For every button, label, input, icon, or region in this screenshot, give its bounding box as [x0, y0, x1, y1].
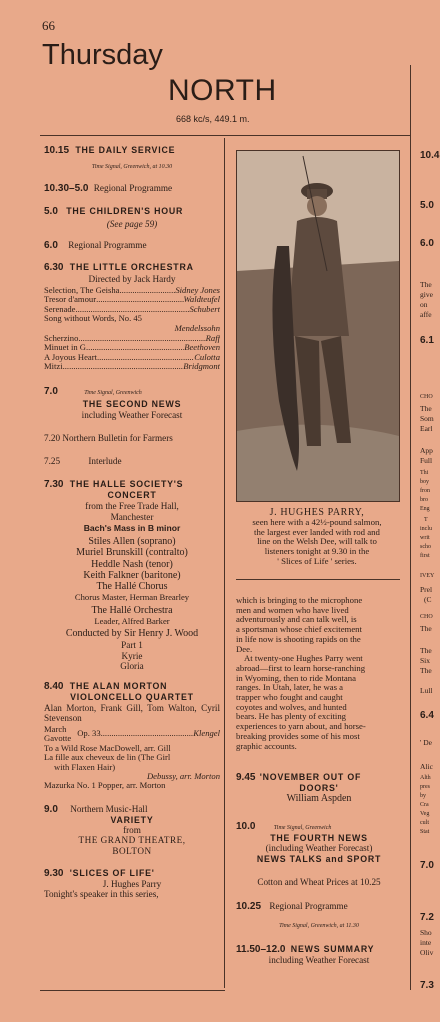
frag-text: CHO [420, 394, 433, 400]
prog-725 [44, 456, 220, 466]
frag-text: scho [420, 544, 431, 550]
frag-text: Eng [420, 506, 430, 512]
sub-1000: (including Weather Forecast) [265, 843, 373, 854]
fille-item-2: with Flaxen Hair) [54, 761, 116, 772]
frag-time: 7.3 [420, 980, 434, 991]
title-morton-1: THE ALAN MORTON [69, 681, 168, 692]
frag-text: T [424, 517, 428, 523]
halle-leader: Leader, Alfred Barker [94, 615, 170, 626]
title-daily-service: THE DAILY SERVICE [75, 145, 176, 155]
frag-text: The [420, 404, 432, 413]
page-number: 66 [42, 18, 55, 33]
time-1000: 10.0 [236, 820, 256, 832]
halle-part: Part 1 [121, 640, 143, 651]
november-speaker: William Aspden [286, 793, 352, 805]
title-interlude: Interlude [88, 455, 122, 466]
title-news-summary: NEWS SUMMARY [290, 944, 375, 955]
region-title: NORTH [168, 74, 277, 107]
title-fourth-news: THE FOURTH NEWS [270, 832, 368, 843]
caption-line: ' Slices of Life ' series. [277, 555, 357, 566]
frag-text: Cra [420, 802, 429, 808]
title-second-news: THE SECOND NEWS [82, 399, 182, 410]
title-variety: VARIETY [110, 814, 154, 825]
caption-line: line on the Welsh Dee, will talk to [257, 536, 377, 547]
left-bottom-rule [40, 990, 225, 991]
frag-text: App [420, 446, 433, 455]
title-november-2: DOORS' [299, 783, 339, 794]
frag-text: inclu [420, 526, 432, 532]
frag-text: Alic [420, 762, 433, 771]
frag-time: 6.1 [420, 335, 434, 346]
orch-item: Song without Words, No. 45 [44, 313, 142, 324]
frag-time: 10.4 [420, 150, 440, 161]
prog-1030 [44, 183, 220, 194]
time-930: 9.30 [44, 867, 64, 879]
title-music-hall: Northern Music-Hall [70, 803, 148, 814]
orch-item: Minuet in G ..... Beethoven [44, 343, 220, 353]
time-1030: 10.30–5.0 [44, 183, 89, 195]
caption-line: seen here with a 42½-pound salmon, [252, 516, 382, 527]
sub-700: including Weather Forecast [81, 410, 183, 421]
prog-945 [236, 772, 402, 783]
title-regional-600: Regional Programme [68, 240, 147, 251]
frag-text: first [420, 553, 430, 559]
prog-1150 [236, 944, 402, 955]
frag-text: IVEY [420, 573, 435, 579]
time-725: 7.25 [44, 455, 61, 466]
time-630: 6.30 [44, 262, 64, 274]
frag-text: affe [420, 310, 432, 319]
halle-orchestra: The Hallé Orchestra [91, 604, 173, 616]
orch-item: Mendelssohn [174, 323, 220, 333]
orch-item: Scherzino ..... Raff [44, 334, 220, 344]
article-line: experiences to yarn about, and horse- [236, 721, 366, 732]
frag-text: Full [420, 456, 433, 465]
time-1015: 10.15 [44, 145, 70, 156]
news-talks: NEWS TALKS and SPORT [256, 854, 382, 865]
sub-1150: including Weather Forecast [268, 955, 370, 966]
frag-text: (C [424, 595, 432, 604]
frag-text: Alth [420, 775, 431, 781]
title-morton-2: VIOLONCELLO QUARTET [70, 692, 194, 703]
frag-text: The [420, 624, 432, 633]
orch-item: Serenade ..... Schubert [44, 305, 220, 315]
halle-from: from the Free Trade Hall, [85, 501, 179, 512]
time-730: 7.30 [44, 478, 64, 490]
article-line: in Wyoming, then to ride Montana [236, 672, 356, 683]
time-600: 6.0 [44, 240, 58, 252]
title-regional-1025: Regional Programme [269, 900, 348, 911]
frag-text: Som [420, 414, 434, 423]
middle-column [232, 508, 402, 567]
prog-900 [44, 804, 220, 815]
frag-text: CHO [420, 614, 433, 620]
frag-text: Oliv [420, 948, 434, 957]
title-childrens-hour: THE CHILDREN'S HOUR [66, 205, 184, 216]
time-700: 7.0 [44, 385, 58, 397]
orch-item: Selection, The Geisha.... ..... Sidney Jones [44, 286, 220, 296]
halle-work: Bach's Mass in B minor [83, 522, 181, 533]
prog-720: 7.20 Northern Bulletin for Farmers [44, 432, 173, 443]
frag-text: Sho [420, 928, 432, 937]
caption-name: J. HUGHES PARRY, [269, 507, 365, 518]
frag-text: Thi [420, 470, 429, 476]
article-line: adventurously and can talk well, is [236, 614, 357, 625]
variety-town: BOLTON [112, 845, 152, 856]
frag-text: on [420, 300, 428, 309]
fille-item-3: Debussy, arr. Morton [146, 770, 220, 781]
frag-text: Lull [420, 686, 433, 695]
article-line: Dee. [236, 643, 253, 654]
article-line: ranges. In Utah, later, he was a [236, 682, 343, 693]
frag-text: by [420, 793, 426, 799]
article-line: in life now is shooting rapids on the [236, 633, 361, 644]
caption-line: listeners tonight at 9.30 in the [264, 546, 370, 557]
halle-conductor: Conducted by Sir Henry J. Wood [65, 628, 199, 640]
time-900: 9.0 [44, 803, 58, 815]
caption-line: the largest ever landed with rod and [254, 526, 380, 537]
frag-text: The [420, 280, 432, 289]
header-rule [40, 135, 410, 136]
prog-630 [44, 262, 220, 273]
article-line: breaking provides some of his most [236, 730, 360, 741]
halle-gloria: Gloria [120, 660, 144, 671]
variety-theatre: THE GRAND THEATRE, [78, 835, 186, 846]
frag-text: writ [420, 535, 430, 541]
prog-1025 [236, 901, 402, 912]
caption-rule [236, 579, 400, 580]
article-line: trapper who fought and caught [236, 692, 343, 703]
time-1025: 10.25 [236, 900, 262, 912]
frag-text: Stat [420, 829, 430, 835]
article-line: men and women who have lived [236, 604, 349, 615]
frag-text: ' De [420, 738, 432, 747]
performer: Stiles Allen (soprano) [88, 536, 176, 547]
title-november-1: 'NOVEMBER OUT OF [259, 772, 362, 782]
rose-item: To a Wild Rose MacDowell, arr. Gill [44, 742, 171, 753]
article-line: bears. He has plenty of exciting [236, 711, 347, 722]
angler-with-salmon-illustration [237, 151, 399, 501]
slices-speaker: J. Hughes Parry [102, 878, 162, 889]
prog-700 [44, 386, 220, 398]
time-1150: 11.50–12.0 [236, 944, 286, 956]
prog-600 [44, 240, 220, 251]
note-1015: Time Signal, Greenwich, at 10.30 [91, 164, 173, 171]
column-rule-right [410, 65, 411, 990]
time-840: 8.40 [44, 681, 64, 693]
left-column [44, 145, 220, 899]
salmon-photo [236, 150, 400, 502]
middle-programmes [236, 772, 402, 965]
title-slices: 'SLICES OF LIFE' [69, 867, 155, 878]
column-rule-left [224, 138, 225, 988]
frag-text: pres [420, 784, 430, 790]
prog-840 [44, 681, 220, 692]
right-fragment-column [418, 0, 440, 1022]
time-500: 5.0 [44, 205, 58, 217]
title-halle-2: CONCERT [107, 490, 157, 501]
frequency: 668 kc/s, 449.1 m. [176, 114, 250, 124]
frag-text: Earl [420, 424, 433, 433]
title-little-orchestra: THE LITTLE ORCHESTRA [69, 262, 194, 273]
article-line: which is bringing to the microphone [236, 595, 363, 605]
frag-text: give [420, 290, 433, 299]
prog-1000 [236, 821, 402, 833]
fille-item-1: La fille aux cheveux de lin (The Girl [44, 752, 171, 763]
frag-text: Veg [420, 811, 430, 817]
article-line: graphic accounts. [236, 740, 297, 751]
article-line: a sportsman whose chief excitement [236, 624, 362, 635]
halle-place: Manchester [110, 511, 154, 522]
frag-text: Prel [420, 585, 433, 594]
morton-players: Alan Morton, Frank Gill, Tom Walton, Cyril Stevenson [44, 702, 220, 723]
prog-500 [44, 206, 220, 217]
director-630: Directed by Jack Hardy [88, 274, 176, 285]
prog-730 [44, 479, 220, 490]
frag-text: fron [420, 488, 430, 494]
article-line: abroad—first to learn horse-ranching [236, 662, 366, 673]
orch-item: A Joyous Heart ..... Culotta [44, 353, 220, 363]
frag-text: The [420, 646, 432, 655]
orch-item: Tresor d'amour ..... Waldteufel [44, 295, 220, 305]
orchestra-items [44, 286, 220, 372]
frag-text: bro [420, 497, 428, 503]
frag-time: 6.4 [420, 710, 434, 721]
morton-items [44, 744, 220, 791]
chorus-master: Chorus Master, Herman Brearley [74, 592, 190, 603]
performer: Muriel Brunskill (contralto) [76, 547, 188, 559]
op-row: Op. 33 ..... Klengel [77, 729, 220, 744]
article-line: At twenty-one Hughes Parry went [244, 653, 363, 664]
orch-item: Mitzi ..... Bridgmont [44, 362, 220, 372]
performer: Heddle Nash (tenor) [91, 558, 173, 570]
variety-from: from [123, 825, 141, 836]
march-gavotte [44, 725, 220, 744]
frag-time: 6.0 [420, 238, 434, 249]
halle-kyrie: Kyrie [121, 650, 143, 661]
frag-text: inte [420, 938, 432, 947]
cotton-prices: Cotton and Wheat Prices at 10.25 [257, 877, 381, 888]
time-945: 9.45 [236, 772, 256, 783]
note-1000: Time Signal, Greenwich [273, 824, 332, 831]
frag-text: cult [420, 820, 429, 826]
title-regional-1030: Regional Programme [93, 183, 173, 194]
slices-tail: Tonight's speaker in this series, [44, 889, 159, 900]
frag-time: 7.0 [420, 860, 434, 871]
mazurka-item: Mazurka No. 1 Popper, arr. Morton [44, 780, 166, 791]
title-halle-1: THE HALLE SOCIETY'S [69, 478, 184, 489]
note-500: (See page 59) [106, 218, 158, 229]
prog-1015 [44, 145, 220, 156]
day-title: Thursday [42, 39, 163, 71]
performer: The Hallé Chorus [96, 581, 168, 593]
frag-text: Six [420, 656, 431, 665]
note-1025: Time Signal, Greenwich, at 11.30 [279, 922, 359, 929]
gavotte-label: Gavotte [44, 733, 72, 744]
prog-930 [44, 868, 220, 879]
march-label: March [44, 723, 67, 734]
note-700: Time Signal, Greenwich [84, 389, 142, 396]
frag-time: 5.0 [420, 200, 434, 211]
article [236, 596, 400, 751]
article-line: coyotes and wolves, and hunted [236, 701, 347, 712]
frag-time: 7.2 [420, 912, 434, 923]
frag-text: boy [420, 479, 429, 485]
frag-text: The [420, 666, 432, 675]
performer: Keith Falkner (baritone) [83, 569, 181, 581]
